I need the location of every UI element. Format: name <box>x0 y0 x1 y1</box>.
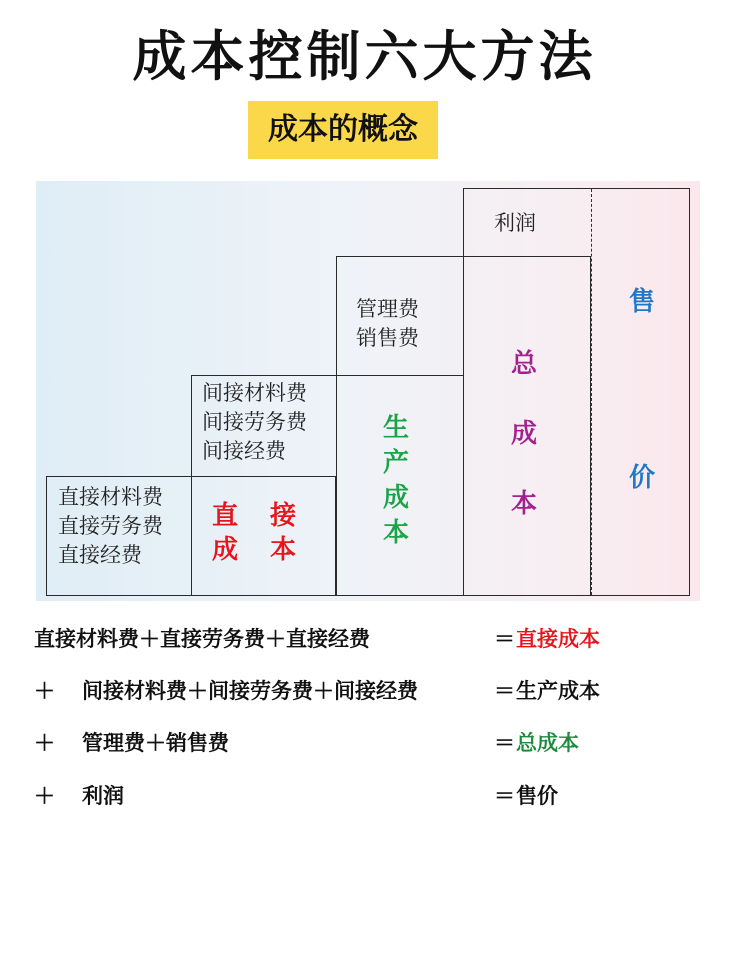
total-cost-char: 本 <box>510 489 537 519</box>
indirect-material-label: 间接材料费 <box>202 381 307 405</box>
direct-cost-char: 接 <box>270 501 297 531</box>
direct-cost-char: 成 <box>212 535 239 565</box>
formula-row-production <box>34 671 694 711</box>
formula-expression: 利润 <box>82 784 124 808</box>
profit-label: 利润 <box>494 211 536 235</box>
formula-plus: ＋ <box>34 679 55 703</box>
formula-expression: 直接材料费＋直接劳务费＋直接经费 <box>34 627 370 651</box>
production-cost-char: 成 <box>382 483 409 513</box>
formula-equals: ＝ <box>494 731 515 755</box>
formula-expression: 管理费＋销售费 <box>82 731 229 755</box>
formula-result: 生产成本 <box>516 679 600 703</box>
formula-equals: ＝ <box>494 679 515 703</box>
direct-material-label: 直接材料费 <box>58 485 163 509</box>
price-char: 售 <box>628 287 655 317</box>
direct-labor-label: 直接劳务费 <box>58 514 163 538</box>
formula-row-direct <box>34 619 694 659</box>
indirect-labor-label: 间接劳务费 <box>202 410 307 434</box>
formula-expression: 间接材料费＋间接劳务费＋间接经费 <box>82 679 418 703</box>
direct-expense-label: 直接经费 <box>58 543 142 567</box>
direct-cost-char: 本 <box>270 535 297 565</box>
indirect-expense-label: 间接经费 <box>202 439 286 463</box>
production-cost-char: 生 <box>382 413 409 443</box>
formula-result: 总成本 <box>516 731 579 755</box>
direct-cost-items <box>58 483 163 570</box>
production-cost-char: 产 <box>382 448 409 478</box>
section-subtitle: 成本的概念 <box>248 101 438 159</box>
divider-dashed <box>591 189 592 595</box>
production-cost-char: 本 <box>382 518 409 548</box>
profit-divider <box>463 256 591 257</box>
formula-row-price <box>34 776 694 816</box>
overhead-items <box>356 295 419 353</box>
total-cost-char: 总 <box>510 349 537 379</box>
total-cost-char: 成 <box>510 419 537 449</box>
formula-row-total <box>34 723 694 763</box>
direct-cost-char: 直 <box>212 501 239 531</box>
page-title: 成本控制六大方法 <box>132 25 597 88</box>
admin-expense-label: 管理费 <box>356 297 419 321</box>
cost-structure-diagram <box>36 181 700 601</box>
indirect-cost-items <box>202 379 307 466</box>
formula-plus: ＋ <box>34 784 55 808</box>
formula-plus: ＋ <box>34 731 55 755</box>
price-char: 价 <box>628 463 655 493</box>
formula-result: 售价 <box>516 784 558 808</box>
formula-equals: ＝ <box>494 627 515 651</box>
price-label <box>614 284 670 496</box>
formula-result: 直接成本 <box>516 627 600 651</box>
sales-expense-label: 销售费 <box>356 326 419 350</box>
formula-equals: ＝ <box>494 784 515 808</box>
